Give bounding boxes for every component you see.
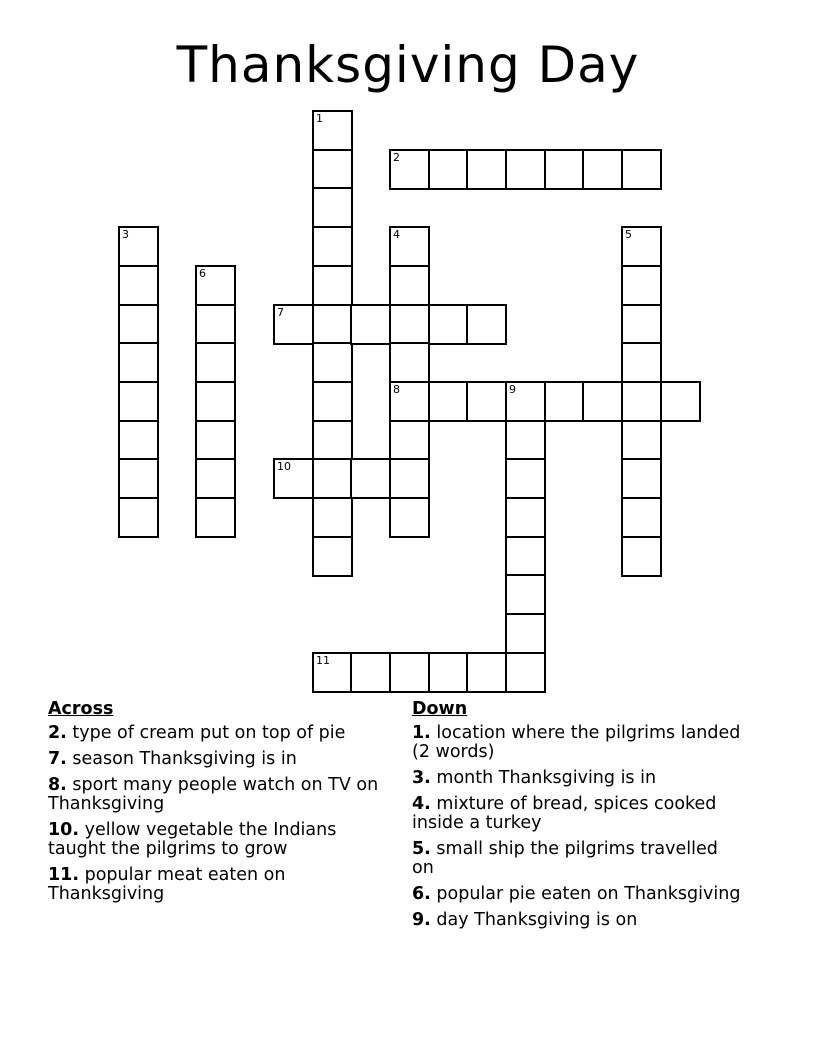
- clue-label-number: 9.: [412, 910, 431, 930]
- clue-number: 11: [316, 654, 330, 667]
- grid-cell[interactable]: [389, 149, 430, 190]
- grid-cell[interactable]: [312, 149, 353, 190]
- grid-cell[interactable]: [505, 652, 546, 693]
- down-clue: [412, 769, 742, 788]
- clue-text: popular meat eaten on Thanksgiving: [48, 865, 286, 904]
- clue-number: 4: [393, 228, 400, 241]
- grid-cell[interactable]: [505, 613, 546, 654]
- grid-cell[interactable]: [273, 458, 314, 499]
- grid-cell[interactable]: [312, 497, 353, 538]
- grid-cell[interactable]: [312, 342, 353, 383]
- grid-cell[interactable]: [621, 265, 662, 306]
- clue-text: popular pie eaten on Thanksgiving: [436, 884, 741, 904]
- clue-label-number: 6.: [412, 884, 431, 904]
- across-clue: [48, 821, 393, 859]
- grid-cell[interactable]: [389, 458, 430, 499]
- clue-label-number: 4.: [412, 794, 431, 814]
- clue-label-number: 2.: [48, 723, 67, 743]
- grid-cell[interactable]: [312, 226, 353, 267]
- grid-cell[interactable]: [118, 458, 159, 499]
- clue-text: type of cream put on top of pie: [72, 723, 346, 743]
- down-clue: [412, 840, 742, 878]
- grid-cell[interactable]: [621, 304, 662, 345]
- grid-cell[interactable]: [312, 110, 353, 151]
- clue-number: 7: [277, 306, 284, 319]
- grid-cell[interactable]: [505, 149, 546, 190]
- grid-cell[interactable]: [389, 265, 430, 306]
- clue-number: 1: [316, 112, 323, 125]
- grid-cell[interactable]: [505, 497, 546, 538]
- grid-cell[interactable]: [350, 304, 391, 345]
- grid-cell[interactable]: [350, 458, 391, 499]
- puzzle-title: Thanksgiving Day: [176, 36, 640, 94]
- grid-cell[interactable]: [466, 149, 507, 190]
- grid-cell[interactable]: [312, 652, 353, 693]
- grid-cell[interactable]: [195, 497, 236, 538]
- across-clue: [48, 866, 393, 904]
- clue-number: 9: [509, 383, 516, 396]
- grid-cell[interactable]: [389, 304, 430, 345]
- grid-cell[interactable]: [582, 381, 623, 422]
- grid-cell[interactable]: [621, 381, 662, 422]
- across-clue-list: [48, 700, 393, 911]
- grid-cell[interactable]: [389, 420, 430, 461]
- grid-cell[interactable]: [428, 149, 469, 190]
- grid-cell[interactable]: [544, 381, 585, 422]
- down-heading: Down: [412, 699, 468, 719]
- grid-cell[interactable]: [505, 536, 546, 577]
- grid-cell[interactable]: [118, 381, 159, 422]
- across-clue: [48, 776, 393, 814]
- grid-cell[interactable]: [428, 652, 469, 693]
- grid-cell[interactable]: [312, 381, 353, 422]
- across-clue: [48, 724, 393, 743]
- grid-cell[interactable]: [428, 381, 469, 422]
- grid-cell[interactable]: [195, 304, 236, 345]
- clue-text: month Thanksgiving is in: [436, 768, 657, 788]
- grid-cell[interactable]: [621, 226, 662, 267]
- grid-cell[interactable]: [195, 265, 236, 306]
- grid-cell[interactable]: [118, 226, 159, 267]
- clue-text: yellow vegetable the Indians taught the pilgrims to grow: [48, 820, 337, 859]
- grid-cell[interactable]: [312, 536, 353, 577]
- grid-cell[interactable]: [312, 187, 353, 228]
- grid-cell[interactable]: [195, 458, 236, 499]
- grid-cell[interactable]: [389, 342, 430, 383]
- grid-cell[interactable]: [466, 652, 507, 693]
- grid-cell[interactable]: [505, 381, 546, 422]
- grid-cell[interactable]: [621, 458, 662, 499]
- clue-text: small ship the pilgrims travelled on: [412, 839, 718, 878]
- down-clue: [412, 911, 742, 930]
- grid-cell[interactable]: [466, 381, 507, 422]
- down-clue: [412, 885, 742, 904]
- clue-label-number: 8.: [48, 775, 67, 795]
- grid-cell[interactable]: [389, 226, 430, 267]
- grid-cell[interactable]: [312, 458, 353, 499]
- clue-label-number: 5.: [412, 839, 431, 859]
- grid-cell[interactable]: [389, 652, 430, 693]
- grid-cell[interactable]: [312, 265, 353, 306]
- clue-number: 10: [277, 460, 291, 473]
- grid-cell[interactable]: [118, 304, 159, 345]
- grid-cell[interactable]: [195, 420, 236, 461]
- grid-cell[interactable]: [505, 420, 546, 461]
- clue-number: 2: [393, 151, 400, 164]
- down-clue-list: [412, 700, 742, 937]
- clue-label-number: 11.: [48, 865, 80, 885]
- clue-number: 8: [393, 383, 400, 396]
- clue-label-number: 7.: [48, 749, 67, 769]
- grid-cell[interactable]: [389, 497, 430, 538]
- grid-cell[interactable]: [505, 574, 546, 615]
- grid-cell[interactable]: [621, 342, 662, 383]
- across-heading: Across: [48, 699, 114, 719]
- grid-cell[interactable]: [312, 420, 353, 461]
- grid-cell[interactable]: [660, 381, 701, 422]
- grid-cell[interactable]: [428, 304, 469, 345]
- grid-cell[interactable]: [621, 497, 662, 538]
- clue-number: 6: [199, 267, 206, 280]
- down-clue: [412, 724, 742, 762]
- clue-text: season Thanksgiving is in: [72, 749, 297, 769]
- across-clue: [48, 750, 393, 769]
- clue-number: 3: [122, 228, 129, 241]
- down-clue: [412, 795, 742, 833]
- grid-cell[interactable]: [544, 149, 585, 190]
- grid-cell[interactable]: [118, 497, 159, 538]
- clue-text: mixture of bread, spices cooked inside a turkey: [412, 794, 717, 833]
- grid-cell[interactable]: [582, 149, 623, 190]
- grid-cell[interactable]: [466, 304, 507, 345]
- grid-cell[interactable]: [273, 304, 314, 345]
- grid-cell[interactable]: [505, 458, 546, 499]
- clue-text: location where the pilgrims landed (2 words): [412, 723, 741, 762]
- grid-cell[interactable]: [118, 420, 159, 461]
- clue-label-number: 10.: [48, 820, 80, 840]
- clue-number: 5: [625, 228, 632, 241]
- grid-cell[interactable]: [312, 304, 353, 345]
- grid-cell[interactable]: [118, 342, 159, 383]
- grid-cell[interactable]: [195, 381, 236, 422]
- clue-text: sport many people watch on TV on Thanksgiving: [48, 775, 379, 814]
- grid-cell[interactable]: [195, 342, 236, 383]
- grid-cell[interactable]: [350, 652, 391, 693]
- grid-cell[interactable]: [621, 420, 662, 461]
- clue-text: day Thanksgiving is on: [436, 910, 638, 930]
- grid-cell[interactable]: [389, 381, 430, 422]
- grid-cell[interactable]: [118, 265, 159, 306]
- grid-cell[interactable]: [621, 149, 662, 190]
- clue-label-number: 1.: [412, 723, 431, 743]
- grid-cell[interactable]: [621, 536, 662, 577]
- clue-label-number: 3.: [412, 768, 431, 788]
